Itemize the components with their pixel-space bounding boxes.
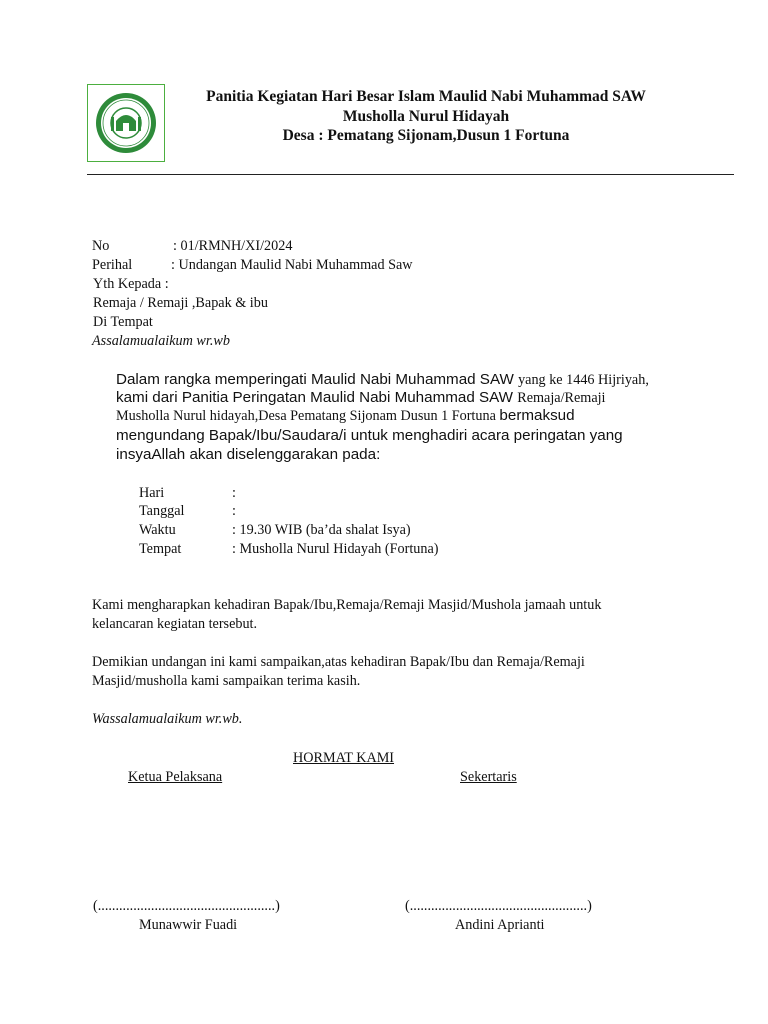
event-label-tempat: Tempat: [139, 541, 182, 557]
perihal-value: : Undangan Maulid Nabi Muhammad Saw: [171, 257, 413, 273]
event-value-hari: :: [232, 485, 236, 501]
sekertaris-title: Sekertaris: [460, 769, 517, 785]
event-value-tanggal: :: [232, 503, 236, 519]
intro-line-2-part-b: Remaja/Remaji: [517, 390, 606, 406]
paragraph-1-line-2: kelancaran kegiatan tersebut.: [92, 616, 258, 632]
paragraph-2-line-2: Masjid/musholla kami sampaikan terima kasih.: [92, 673, 361, 689]
intro-line-3-part-a: Musholla Nurul hidayah,Desa Pematang Sijonam Dusun 1 Fortuna: [116, 408, 500, 424]
header-subtitle: Musholla Nurul Hidayah: [342, 108, 510, 125]
intro-line-5: insyaAllah akan diselenggarakan pada:: [116, 446, 381, 463]
event-label-tanggal: Tanggal: [139, 503, 185, 519]
intro-line-2: [116, 389, 606, 407]
hormat-kami: HORMAT KAMI: [293, 750, 395, 766]
intro-line-2-part-a: kami dari Panitia Peringatan Maulid Nabi Muhammad SAW: [116, 389, 518, 406]
paragraph-2-line-1: Demikian undangan ini kami sampaikan,atas kehadiran Bapak/Ibu dan Remaja/Remaji: [92, 654, 585, 670]
mosque-seal-emblem-icon: [94, 91, 158, 155]
header-divider: [87, 174, 734, 175]
paragraph-1-line-1: Kami mengharapkan kehadiran Bapak/Ibu,Remaja/Remaji Masjid/Mushola jamaah untuk: [92, 597, 602, 613]
intro-line-1-part-a: Dalam rangka memperingati Maulid Nabi Muhammad SAW: [116, 371, 519, 388]
perihal-label: Perihal: [92, 257, 133, 273]
event-label-hari: Hari: [139, 485, 165, 501]
closing-greeting: Wassalamualaikum wr.wb.: [92, 711, 243, 727]
recipients: Remaja / Remaji ,Bapak & ibu: [93, 295, 268, 311]
intro-line-3: [116, 407, 575, 425]
no-label: No: [92, 238, 110, 254]
yth-kepada: Yth Kepada :: [93, 276, 169, 292]
left-signature-line: (..................................................): [93, 898, 280, 914]
intro-line-1-part-b: yang ke 1446 Hijriyah,: [518, 372, 649, 388]
intro-line-3-part-b: bermaksud: [499, 407, 575, 424]
intro-line-4: mengundang Bapak/Ibu/Saudara/i untuk menghadiri acara peringatan yang: [116, 427, 623, 444]
no-value: : 01/RMNH/XI/2024: [173, 238, 293, 254]
header-address: Desa : Pematang Sijonam,Dusun 1 Fortuna: [282, 127, 570, 144]
right-signature-line: (..................................................): [405, 898, 592, 914]
organization-logo: [87, 84, 165, 162]
left-signer-name: Munawwir Fuadi: [139, 917, 238, 933]
place: Di Tempat: [93, 314, 153, 330]
event-label-waktu: Waktu: [139, 522, 176, 538]
opening-greeting: Assalamualaikum wr.wb: [92, 333, 230, 349]
header-title: Panitia Kegiatan Hari Besar Islam Maulid Nabi Muhammad SAW: [206, 88, 646, 105]
event-value-tempat: : Musholla Nurul Hidayah (Fortuna): [232, 541, 439, 557]
intro-line-1: [116, 371, 649, 389]
right-signer-name: Andini Aprianti: [455, 917, 545, 933]
event-value-waktu: : 19.30 WIB (ba’da shalat Isya): [232, 522, 411, 538]
ketua-pelaksana-title: Ketua Pelaksana: [128, 769, 223, 785]
